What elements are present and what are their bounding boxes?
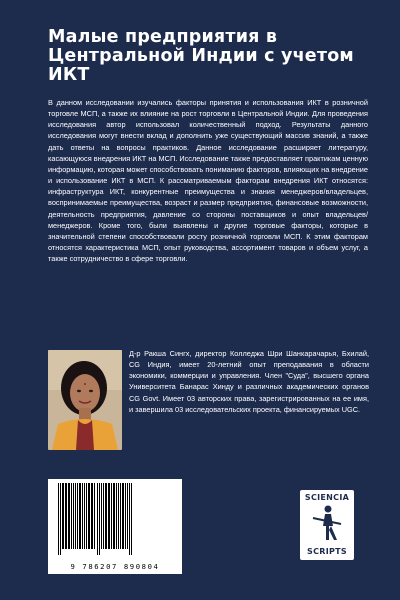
isbn-barcode xyxy=(48,479,182,574)
publisher-logo xyxy=(300,490,354,560)
isbn-digits: 9 786207 890804 xyxy=(70,562,160,571)
publisher-logo-top: SCIENCIA xyxy=(304,493,350,502)
barcode-bars xyxy=(54,483,176,561)
publisher-logo-bottom: SCRIPTS xyxy=(307,547,347,556)
scientist-figure-icon xyxy=(311,504,343,542)
book-title: Малые предприятия в Центральной Индии с учетом ИКТ xyxy=(48,27,354,85)
book-abstract: В данном исследовании изучались факторы принятия и использования ИКТ в розничной торговле МСП, а также их влияние на рост торговли в Центральной Индии. Для проведения исследования автор использовал количественный подход. Результаты данного исследования могут внести вклад и дополнить уже существующий массив знаний, а также дать ответы на вопросы практиков. Данное исследование расширяет литературу, касающуюся внедрения ИКТ на МСП. Исследование также предоставляет практикам ценную информацию, которая может способствовать пониманию факторов, влияющих на внедрение и использование ИКТ в МСП. К рассматриваемым факторам внедрения ИКТ относятся: инфраструктура ИКТ, конкурентные преимущества и знания менеджеров/владельцев, воспринимаемые преимущества, возраст и размер предприятия, финансовые возможности, деятельность предприятия, давление со стороны поставщиков и опыт владельцев/менеджеров. Кроме того, были выявлены и другие торговые факторы, которые в значительной степени способствовали росту розничной торговли МСП. К этим факторам относятся характеристика МСП, опыт руководства, ассортимент товаров и объем услуг, а также сотрудничество в сфере торговли. xyxy=(48,98,368,264)
author-photo xyxy=(48,350,122,450)
author-bio: Д-р Ракша Сингх, директор Колледжа Шри Шанкарачарья, Бхилай, CG Индия, имеет 20-летний опыт преподавания в области экономики, коммерции и управления. Член "Суда", высшего органа Университета Банарас Хинду и различных академических органов CG Govt. Имеет 03 авторских права, зарегистрированных на ее имя, и завершила 03 исследовательских проекта, финансируемых UGC. xyxy=(129,349,369,414)
